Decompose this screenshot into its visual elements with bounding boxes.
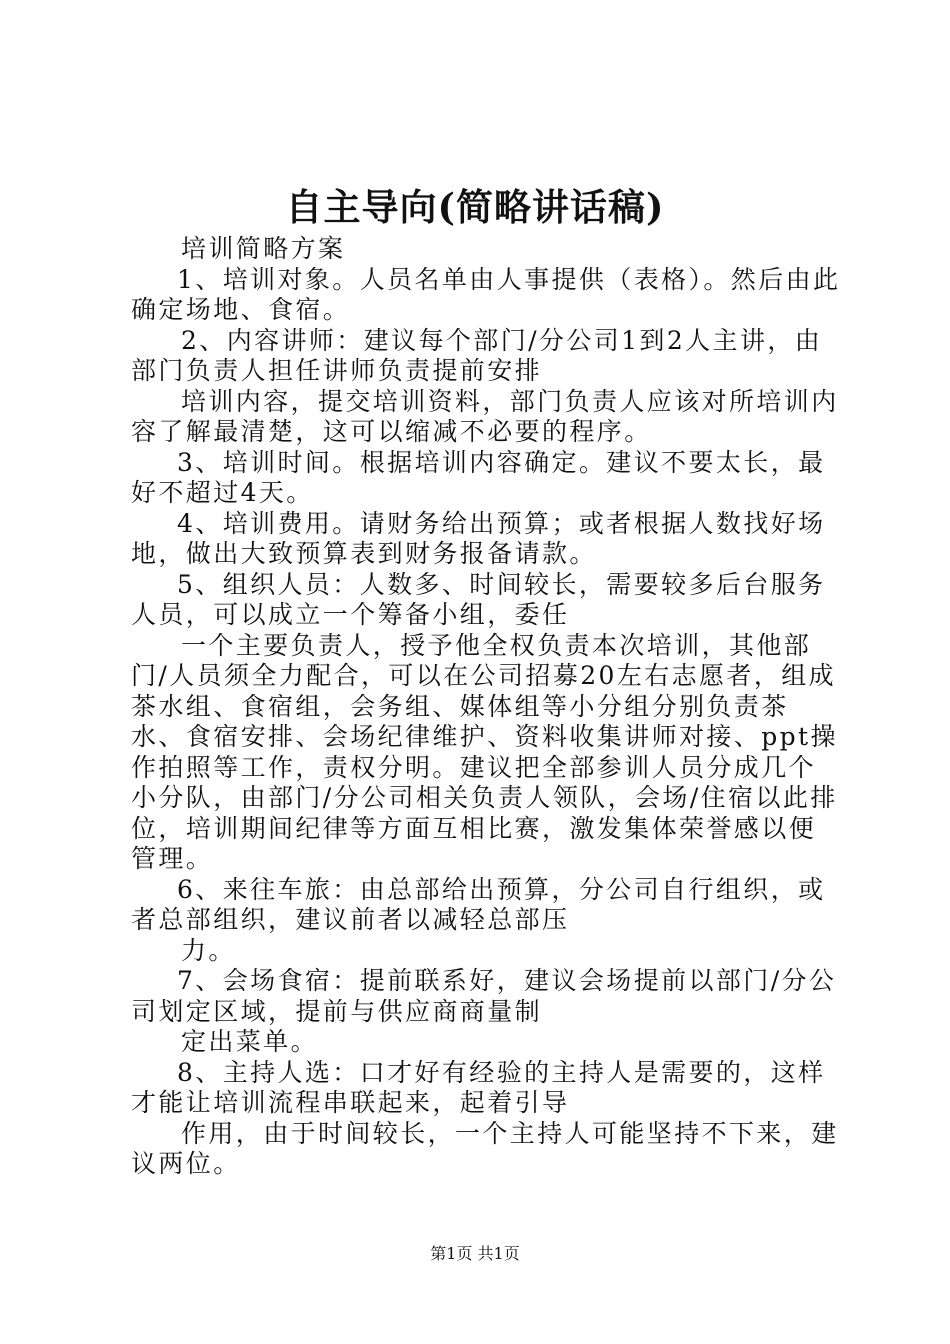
paragraph-item-7-continued: 定出菜单。 (181, 1027, 319, 1056)
paragraph-item-3: 3、培训时间。根据培训内容确定。建议不要太长，最好不超过4天。 (131, 447, 826, 507)
paragraph-item-7: 7、会场食宿：提前联系好，建议会场提前以部门/分公司划定区域，提前与供应商商量制 (131, 966, 837, 1026)
paragraph-item-5-continued: 一个主要负责人，授予他全权负责本次培训，其他部门/人员须全力配合，可以在公司招募20左右志愿者，组成茶水组、食宿组，会务组、媒体组等小分组分别负责茶水、食宿安排、会场纪律维护、资料收集讲师对接、ppt操作拍照等工作，责权分明。建议把全部参训人员分成几个小分队，由部门/分公司相关负责人领队，会场/住宿以此排位，培训期间纪律等方面互相比赛，激发集体荣誉感以便管理。 (131, 630, 838, 873)
document-body (131, 234, 841, 1180)
paragraph-item-5: 5、组织人员：人数多、时间较长，需要较多后台服务人员，可以成立一个筹备小组，委任 (131, 569, 826, 629)
paragraph-item-8: 8、主持人选：口才好有经验的主持人是需要的，这样才能让培训流程串联起来，起着引导 (131, 1057, 826, 1117)
paragraph-item-6-continued: 力。 (181, 935, 236, 965)
paragraph-plan-heading: 培训简略方案 (181, 234, 346, 263)
paragraph-item-2: 2、内容讲师：建议每个部门/分公司1到2人主讲，由部门负责人担任讲师负责提前安排 (131, 325, 823, 385)
document-title: 自主导向(简略讲话稿) (285, 185, 665, 229)
paragraph-item-8-continued: 作用，由于时间较长，一个主持人可能坚持不下来，建议两位。 (131, 1118, 839, 1178)
paragraph-item-2-continued: 培训内容，提交培训资料，部门负责人应该对所培训内容了解最清楚，这可以缩减不必要的程序。 (131, 386, 839, 446)
paragraph-item-6: 6、来往车旅：由总部给出预算，分公司自行组织，或者总部组织，建议前者以减轻总部压 (131, 874, 826, 934)
paragraph-item-4: 4、培训费用。请财务给出预算；或者根据人数找好场地，做出大致预算表到财务报备请款。 (131, 508, 826, 568)
paragraph-item-1: 1、培训对象。人员名单由人事提供（表格）。然后由此确定场地、食宿。 (131, 264, 841, 324)
page-number-footer: 第1页 共1页 (430, 1244, 520, 1263)
